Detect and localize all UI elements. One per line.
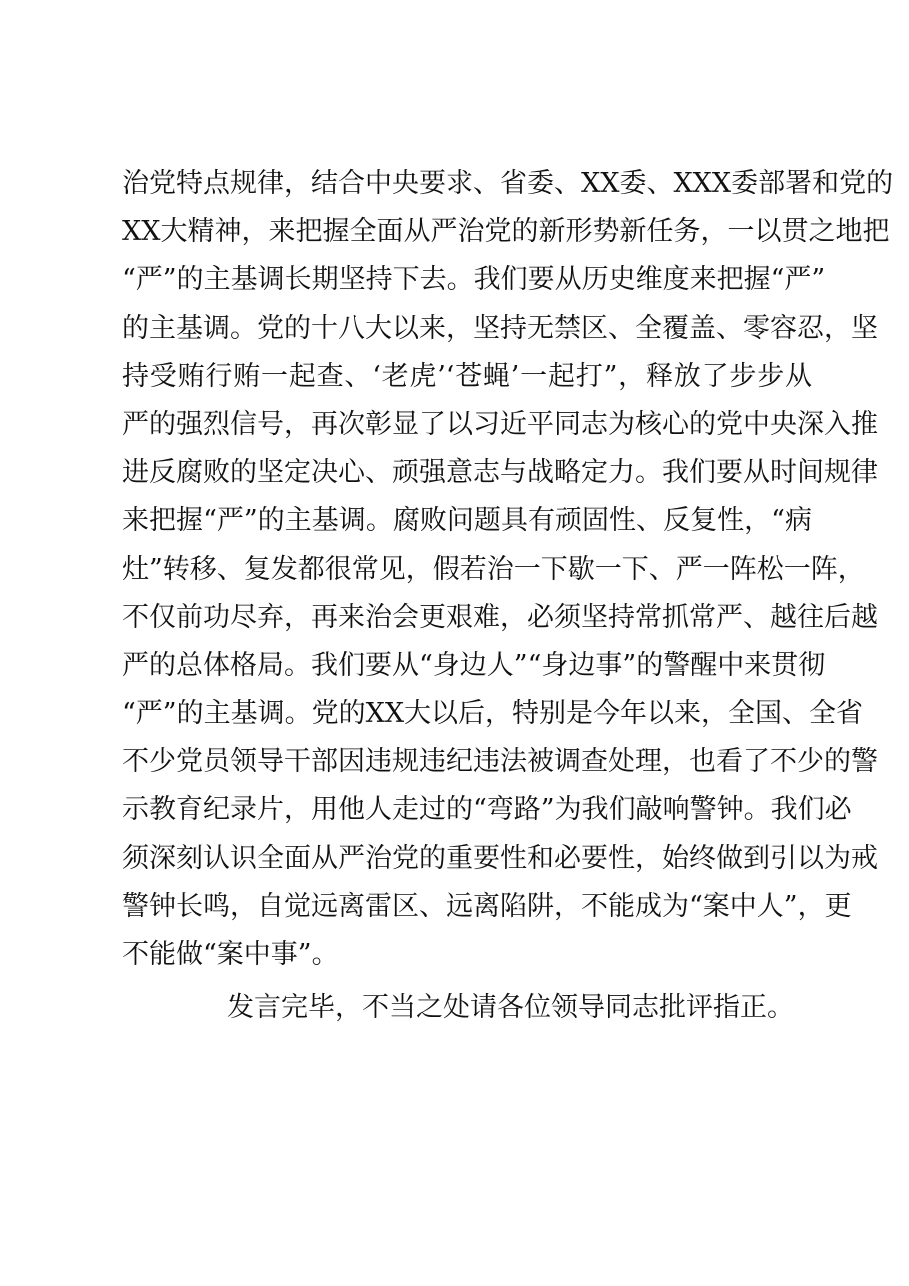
paragraph-line: 须深刻认识全面从严治党的重要性和必要性，始终做到引以为戒 (122, 842, 878, 874)
paragraph-line: 进反腐败的坚定决心、顽强意志与战略定力。我们要从时间规律 (122, 457, 878, 489)
paragraph-line: 严的强烈信号，再次彰显了以习近平同志为核心的党中央深入推 (122, 408, 878, 440)
paragraph-line: 警钟长鸣，自觉远离雷区、远离陷阱，不能成为“案中人”，更 (122, 890, 852, 922)
paragraph-line: 的主基调。党的十八大以来，坚持无禁区、全覆盖、零容忍，坚 (122, 312, 878, 344)
paragraph-line: 持受贿行贿一起查、‘老虎’‘苍蝇’一起打”，释放了步步从 (122, 360, 812, 392)
document-body (122, 160, 894, 1037)
closing-remark: 发言完毕，不当之处请各位领导同志批评指正。 (227, 992, 794, 1024)
paragraph (122, 160, 894, 979)
paragraph-line: 治党特点规律，结合中央要求、省委、XX委、XXX委部署和党的 (122, 168, 894, 199)
paragraph-line: “严”的主基调长期坚持下去。我们要从历史维度来把握“严” (122, 264, 826, 296)
paragraph-line: 不能做“案中事”。 (122, 939, 339, 970)
paragraph-line: 不仅前功尽弃，再来治会更艰难，必须坚持常抓常严、越往后越 (122, 601, 878, 633)
paragraph-line: 示教育纪录片，用他人走过的“弯路”为我们敲响警钟。我们必 (122, 794, 852, 826)
paragraph-line: 不少党员领导干部因违规违纪违法被调查处理，也看了不少的警 (122, 746, 878, 778)
paragraph-line: “严”的主基调。党的XX大以后，特别是今年以来，全国、全省 (122, 698, 864, 730)
paragraph-line: 严的总体格局。我们要从“身边人”“身边事”的警醒中来贯彻 (122, 649, 826, 681)
paragraph-line: 来把握“严”的主基调。腐败问题具有顽固性、反复性，“病 (122, 505, 812, 537)
paragraph-line: 灶”转移、复发都很常见，假若治一下歇一下、严一阵松一阵， (122, 553, 865, 585)
paragraph-line: XX大精神，来把握全面从严治党的新形势新任务，一以贯之地把 (122, 216, 890, 248)
